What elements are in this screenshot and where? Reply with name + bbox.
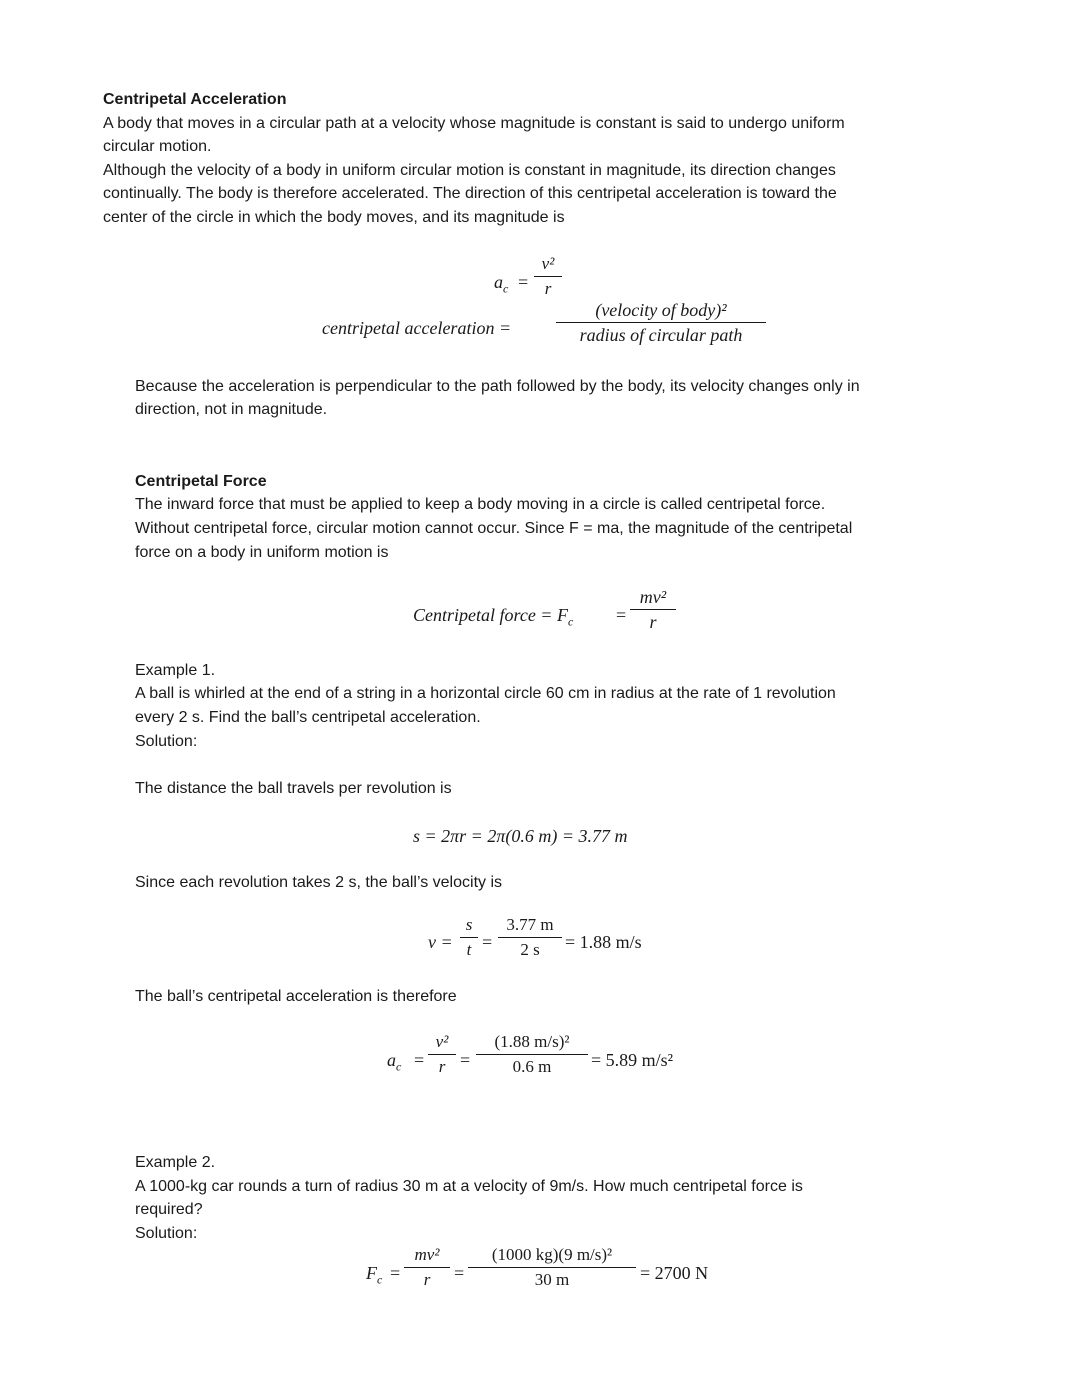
fraction-bar [630,609,676,610]
eq-numerator: (1000 kg)(9 m/s)² [491,1245,613,1264]
eq-equals: = [454,1263,465,1283]
eq-numerator: (1.88 m/s)² [494,1032,570,1051]
eq-subscript: c [396,1059,402,1074]
eq-denominator: r [423,1270,431,1289]
paragraph-line: Because the acceleration is perpendicular to the path followed by the body, its velocity changes only in [135,378,860,395]
eq-lhs: Centripetal force = F [413,605,568,625]
eq-denominator: radius of circular path [579,325,743,345]
eq-denominator: r [544,279,552,298]
eq-fraction [556,300,766,345]
solution-label: Solution: [135,733,198,750]
eq-result: = 2700 N [640,1263,709,1283]
eq-denominator: t [466,940,472,959]
eq-fraction [476,1032,588,1077]
eq-symbol: a [387,1050,396,1070]
eq-fraction [460,915,478,960]
paragraph-line: circular motion. [103,138,212,155]
eq-numerator: v² [541,254,555,273]
eq-numerator: s [465,915,473,934]
fraction-bar [534,276,562,277]
fraction-bar [404,1267,450,1268]
section-heading-centripetal-acceleration: Centripetal Acceleration [103,91,287,108]
paragraph-line: A body that moves in a circular path at a velocity whose magnitude is constant is said to undergo uniform [103,115,845,132]
eq-denominator: r [438,1057,446,1076]
eq-equals: = [518,272,529,292]
paragraph-line: A ball is whirled at the end of a string in a horizontal circle 60 cm in radius at the rate of 1 revolution [135,685,836,702]
fraction-bar [460,937,478,938]
section-heading-centripetal-force: Centripetal Force [135,473,267,490]
paragraph-line: center of the circle in which the body moves, and its magnitude is [103,209,565,226]
fraction-bar [468,1267,636,1268]
eq-lhs: centripetal acceleration = [322,318,512,338]
eq-symbol: F [366,1263,377,1283]
paragraph-line: The distance the ball travels per revolution is [135,780,452,797]
example-title: Example 1. [135,662,216,679]
paragraph-line: every 2 s. Find the ball’s centripetal acceleration. [135,709,481,726]
eq-numerator: 3.77 m [506,915,554,934]
fraction-bar [556,322,766,323]
eq-result: = 1.88 m/s [565,932,642,952]
eq-numerator: (velocity of body)² [595,300,727,320]
eq-lhs: v = [428,932,453,952]
eq-equals: = [616,605,627,625]
eq-equals: = [414,1050,425,1070]
eq-subscript: c [503,281,509,296]
eq-denominator: r [649,612,657,632]
eq-numerator: mv² [414,1245,440,1264]
paragraph-line: continually. The body is therefore accelerated. The direction of this centripetal acceleration is toward the [103,185,837,202]
eq-equals: = [482,932,493,952]
example-title: Example 2. [135,1154,216,1171]
eq-fraction [630,587,676,632]
fraction-bar [476,1054,588,1055]
eq-subscript: c [567,614,574,629]
eq-symbol: a [494,272,503,292]
solution-label: Solution: [135,1225,198,1242]
paragraph-line: direction, not in magnitude. [135,401,328,418]
eq-fraction [468,1245,636,1290]
paragraph-line: force on a body in uniform motion is [135,544,389,561]
paragraph-line: A 1000-kg car rounds a turn of radius 30 m at a velocity of 9m/s. How much centripetal force is [135,1178,803,1195]
eq-numerator: v² [435,1032,449,1051]
eq-numerator: mv² [639,587,667,607]
eq-fraction [498,915,562,960]
eq-equals: = [390,1263,401,1283]
eq-denominator: 0.6 m [512,1057,552,1076]
eq-fraction [428,1032,456,1077]
eq-fraction [534,254,562,299]
paragraph-line: Although the velocity of a body in uniform circular motion is constant in magnitude, its direction changes [103,162,836,179]
paragraph-line: Since each revolution takes 2 s, the ball’s velocity is [135,874,503,891]
paragraph-line: Without centripetal force, circular motion cannot occur. Since F = ma, the magnitude of the centripetal [135,520,853,537]
fraction-bar [428,1054,456,1055]
paragraph-line: required? [135,1201,203,1218]
paragraph-line: The inward force that must be applied to keep a body moving in a circle is called centripetal force. [135,496,826,513]
fraction-bar [498,937,562,938]
eq-denominator: 30 m [534,1270,570,1289]
eq-result: = 5.89 m/s² [591,1050,674,1070]
eq-fraction [404,1245,450,1290]
eq-denominator: 2 s [520,940,540,959]
equation-distance: s = 2πr = 2π(0.6 m) = 3.77 m [413,826,628,846]
eq-subscript: c [377,1272,383,1287]
paragraph-line: The ball’s centripetal acceleration is therefore [135,988,457,1005]
eq-equals: = [460,1050,471,1070]
